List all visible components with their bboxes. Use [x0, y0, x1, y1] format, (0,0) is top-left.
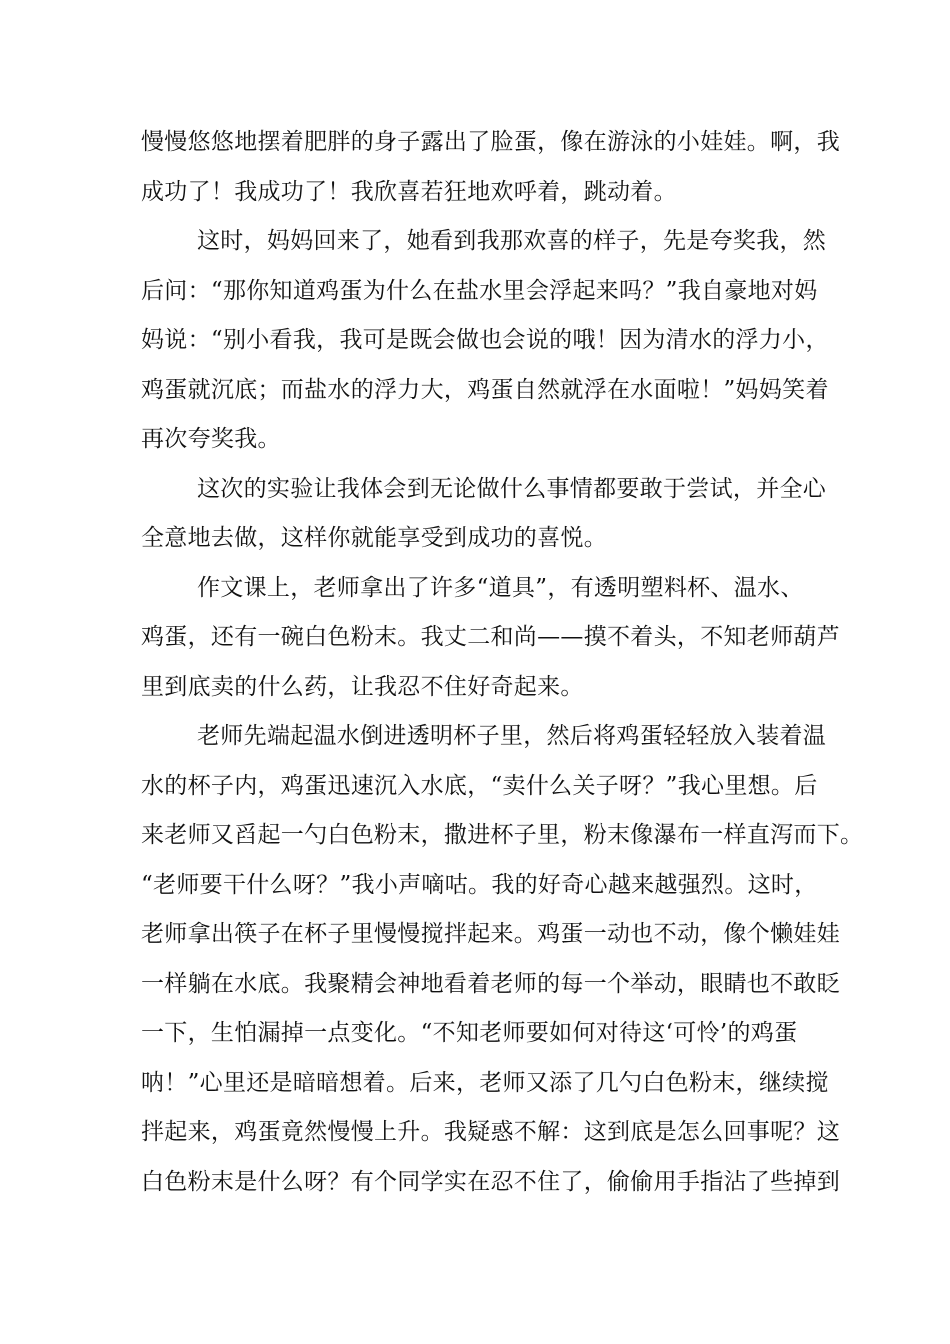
text-line-16: “老师要干什么呀？”我小声嘀咕。我的好奇心越来越强烈。这时，: [141, 871, 818, 898]
text-line-12: 里到底卖的什么药，让我忍不住好奇起来。: [141, 673, 584, 700]
text-line-8: 这次的实验让我体会到无论做什么事情都要敢于尝试，并全心: [197, 475, 827, 502]
text-line-6: 鸡蛋就沉底；而盐水的浮力大，鸡蛋自然就浮在水面啦！”妈妈笑着: [141, 376, 829, 403]
essay-text: [141, 118, 864, 1207]
text-line-14: 水的杯子内，鸡蛋迅速沉入水底，“卖什么关子呀？”我心里想。后: [141, 772, 818, 799]
text-line-5: 妈说：“别小看我，我可是既会做也会说的哦！因为清水的浮力小，: [141, 327, 829, 353]
text-line-20: 呐！”心里还是暗暗想着。后来，老师又添了几勺白色粉末，继续搅: [141, 1069, 829, 1096]
text-line-4: 后问：“那你知道鸡蛋为什么在盐水里会浮起来吗？”我自豪地对妈: [141, 277, 818, 304]
text-line-1: 慢慢悠悠地摆着肥胖的身子露出了脸蛋，像在游泳的小娃娃。啊，我: [141, 129, 840, 155]
text-line-3: 这时，妈妈回来了，她看到我那欢喜的样子，先是夸奖我，然: [197, 228, 827, 254]
text-line-10: 作文课上，老师拿出了许多“道具”，有透明塑料杯、温水、: [197, 574, 804, 601]
text-line-13: 老师先端起温水倒进透明杯子里，然后将鸡蛋轻轻放入装着温: [197, 723, 827, 749]
text-line-19: 一下，生怕漏掉一点变化。“不知老师要如何对待这‘可怜’的鸡蛋: [141, 1020, 798, 1046]
text-line-2: 成功了！我成功了！我欣喜若狂地欢呼着，跳动着。: [141, 178, 677, 205]
text-line-17: 老师拿出筷子在杯子里慢慢搅拌起来。鸡蛋一动也不动，像个懒娃娃: [141, 921, 840, 947]
text-line-7: 再次夸奖我。: [141, 426, 281, 452]
text-line-11: 鸡蛋，还有一碗白色粉末。我丈二和尚——摸不着头，不知老师葫芦: [141, 624, 840, 650]
text-line-15: 来老师又舀起一勺白色粉末，撒进杯子里，粉末像瀑布一样直泻而下。: [141, 822, 864, 848]
text-line-22: 白色粉末是什么呀？有个同学实在忍不住了，偷偷用手指沾了些掉到: [141, 1168, 840, 1195]
text-line-18: 一样躺在水底。我聚精会神地看着老师的每一个举动，眼睛也不敢眨: [141, 970, 840, 997]
text-line-21: 拌起来，鸡蛋竟然慢慢上升。我疑惑不解：这到底是怎么回事呢？这: [141, 1119, 840, 1145]
text-line-9: 全意地去做，这样你就能享受到成功的喜悦。: [141, 525, 607, 551]
